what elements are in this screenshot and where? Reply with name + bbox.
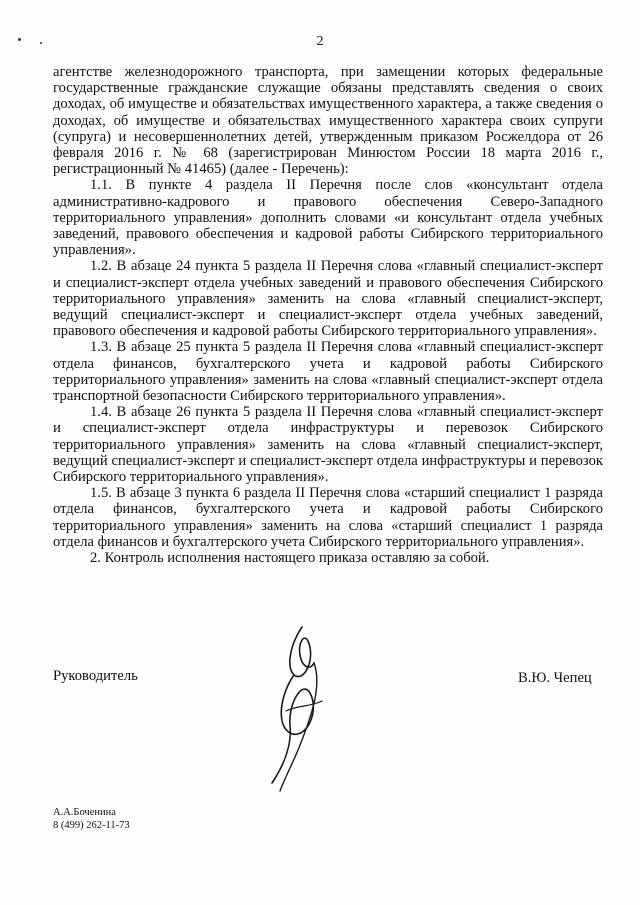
signatory-name: В.Ю. Чепец: [518, 670, 592, 686]
paragraph-2: 2. Контроль исполнения настоящего приказа оставляю за собой.: [90, 550, 490, 567]
executor-phone: 8 (499) 262-11-73: [53, 820, 130, 831]
document-body: [53, 64, 603, 566]
executor-name: А.А.Боченина: [53, 807, 116, 818]
page-number: 2: [316, 34, 324, 49]
paragraph-1-4: 1.4. В абзаце 26 пункта 5 раздела II Перечня слова «главный специалист-эксперт и специалист-эксперт отдела инфраструктуры и перевозок Сибирского территориального управления» заменить на слова «главный специалист-эксперт, ведущий специалист-эксперт и специалист-эксперт отдела инфраструктуры и перевозок Сибирского территориального управления».: [53, 404, 603, 486]
paragraph-1-5: 1.5. В абзаце 3 пункта 6 раздела II Перечня слова «старший специалист 1 разряда отдела финансов, бухгалтерского учета и кадровой работы Сибирского территориального управления» заменить на слова «старший специалист 1 разряда отдела финансов и бухгалтерского учета Сибирского территориального управления».: [53, 485, 603, 550]
paragraph-1-2: 1.2. В абзаце 24 пункта 5 раздела II Перечня слова «главный специалист-эксперт и специалист-эксперт отдела учебных заведений и правового обеспечения Сибирского территориального управления» заменить на слова «главный специалист-эксперт, ведущий специалист-эксперт и специалист-эксперт отдела учебных заведений, правового обеспечения и кадровой работы Сибирского территориального управления».: [53, 258, 603, 340]
signatory-position: Руководитель: [53, 668, 138, 684]
paragraph-intro: агентстве железнодорожного транспорта, при замещении которых федеральные государственные гражданские служащие обязаны представлять сведения о своих доходах, об имуществе и обязательствах имущественного характера, а также сведения о доходах, об имуществе и обязательствах имущественного характера своих супруги (супруга) и несовершеннолетних детей, утвержденным приказом Росжелдора от 26 февраля 2016 г. № 68 (зарегистрирован Минюстом России 18 марта 2016 г., регистрационный № 41465) (далее - Перечень):: [53, 64, 603, 178]
paragraph-1-3: 1.3. В абзаце 25 пункта 5 раздела II Перечня слова «главный специалист-эксперт отдела финансов, бухгалтерского учета и кадровой работы Сибирского территориального управления» заменить на слова «главный специалист-эксперт отдела транспортной безопасности Сибирского территориального управления».: [53, 339, 603, 405]
handwritten-signature: [250, 615, 360, 800]
executor-block: [53, 806, 130, 832]
paragraph-1-1: 1.1. В пункте 4 раздела II Перечня после слов «консультант отдела административно-кадрового и правового обеспечения Северо-Западного территориального управления» дополнить словами «и консультант отдела учебных заведений, правового обеспечения и кадровой работы Сибирского территориального управления».: [53, 177, 603, 259]
